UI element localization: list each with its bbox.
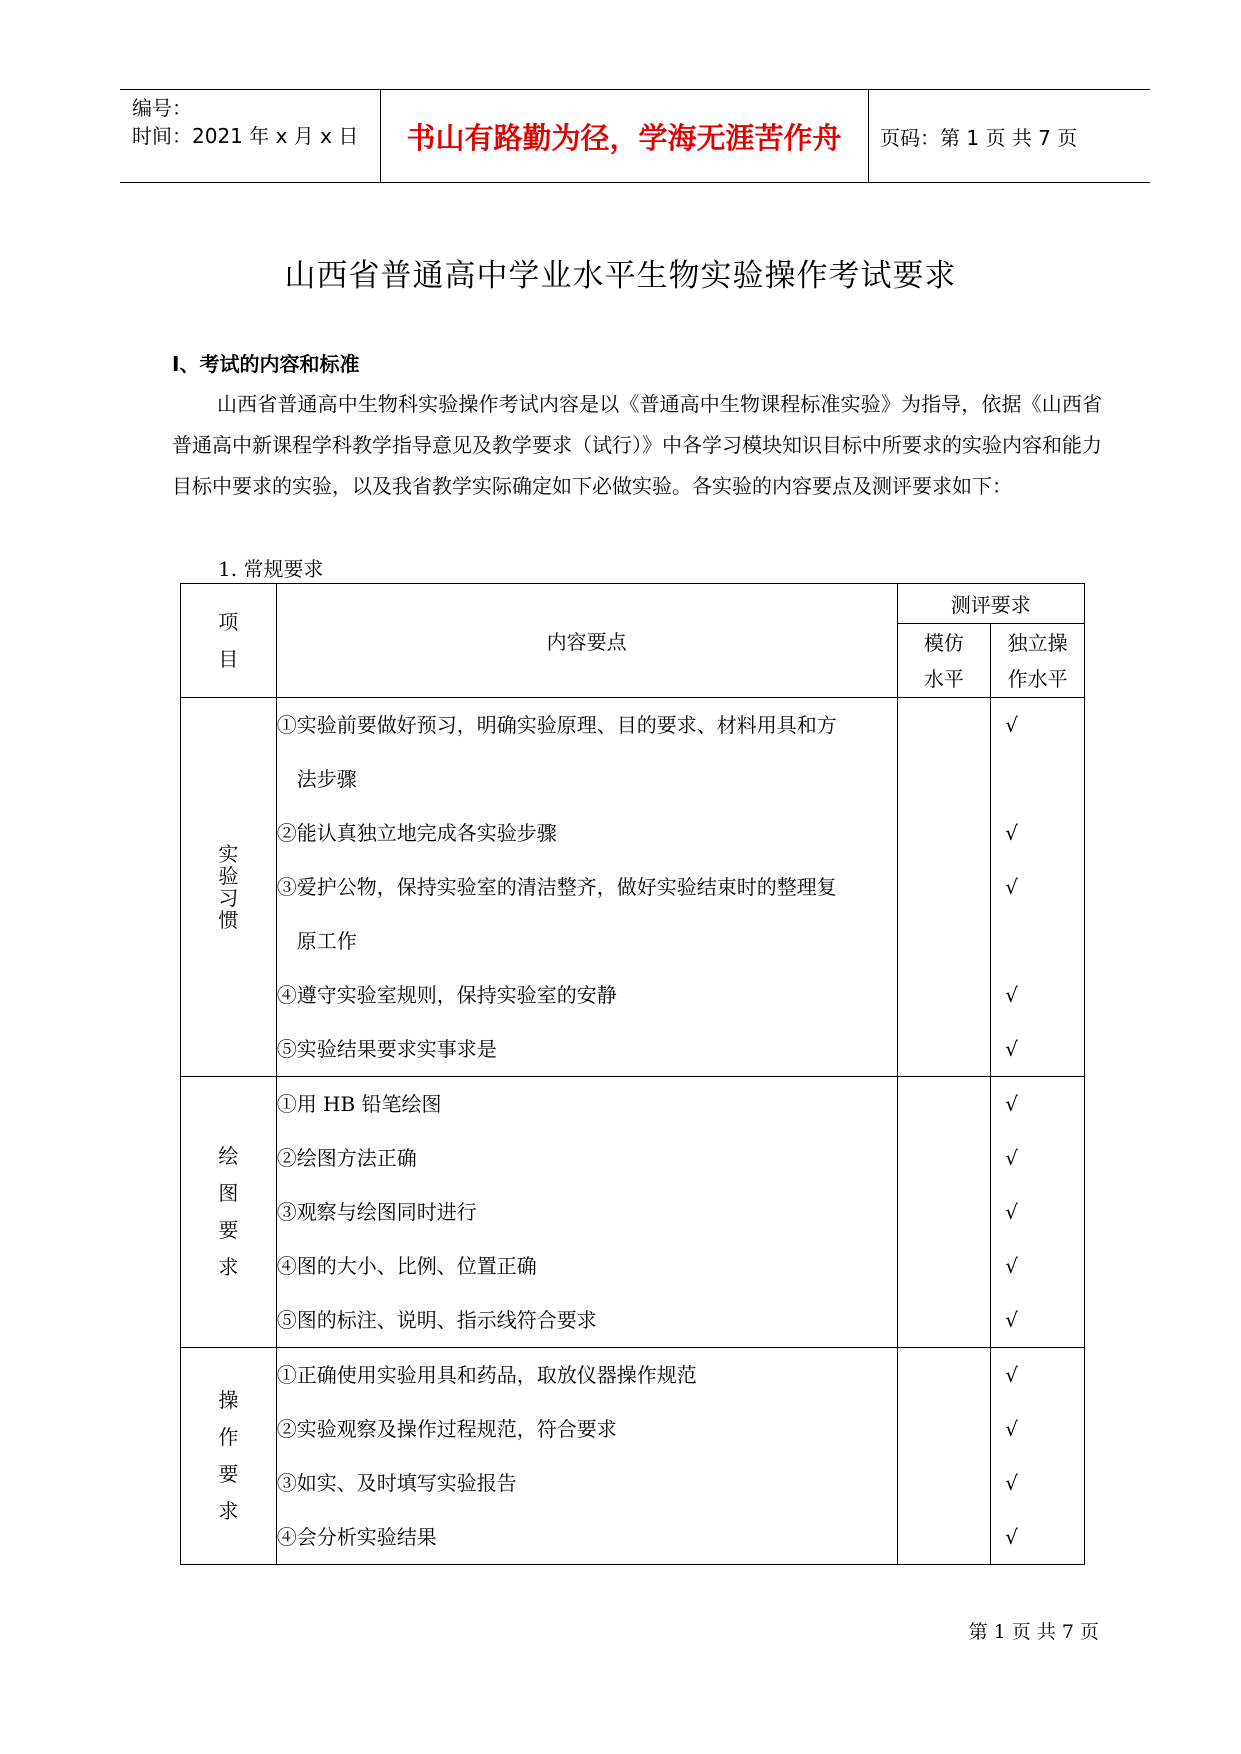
- imitation-cell: [897, 698, 991, 1077]
- header-imitation-line: 水平: [923, 666, 964, 691]
- subsection-heading: 1. 常规要求: [218, 557, 324, 581]
- group-item-cell: [181, 1348, 277, 1565]
- page-footer: 第 1 页 共 7 页: [968, 1621, 1099, 1643]
- header-content-cell: 内容要点: [276, 584, 897, 698]
- group-item-char: 实: [218, 842, 239, 866]
- document-number-label: 编号：: [132, 96, 192, 120]
- list-item: ⑤实验结果要求实事求是: [276, 1037, 497, 1061]
- header-motto: 书山有路勤为径，学海无涯苦作舟: [406, 120, 842, 155]
- group-item-char: 要: [218, 1218, 239, 1242]
- group-item-char: 图: [218, 1181, 239, 1205]
- check-mark: √: [1005, 983, 1018, 1007]
- check-mark: √: [1005, 821, 1018, 845]
- group-item-char: 操: [218, 1388, 239, 1412]
- table-row: [181, 698, 1085, 1077]
- group-item-char: 求: [218, 1255, 239, 1279]
- independent-cell: [991, 698, 1085, 1077]
- group-content-cell: [276, 1348, 897, 1565]
- header-page-number: 页码：第 1 页 共 7 页: [880, 125, 1078, 150]
- group-item-char: 惯: [218, 908, 239, 932]
- list-item: ③观察与绘图同时进行: [276, 1200, 477, 1224]
- header-divider: [868, 90, 869, 182]
- check-mark: [991, 752, 1084, 806]
- header-independent-line: 独立操: [1007, 630, 1068, 655]
- list-item: ②实验观察及操作过程规范，符合要求: [276, 1417, 617, 1441]
- list-item: ④遵守实验室规则，保持实验室的安静: [276, 983, 617, 1007]
- table-header-row: [181, 584, 1085, 624]
- imitation-cell: [897, 1348, 991, 1565]
- list-item: ①用 HB 铅笔绘图: [276, 1092, 442, 1116]
- group-content-cell: [276, 698, 897, 1077]
- check-mark: √: [1005, 1308, 1018, 1332]
- independent-cell: [991, 1077, 1085, 1348]
- group-item-char: 求: [218, 1499, 239, 1523]
- requirements-table: [180, 583, 1085, 1565]
- list-item: ③如实、及时填写实验报告: [276, 1471, 517, 1495]
- list-item: ①实验前要做好预习，明确实验原理、目的要求、材料用具和方: [276, 713, 837, 737]
- section-heading: I、考试的内容和标准: [172, 352, 360, 376]
- check-mark: √: [1005, 1037, 1018, 1061]
- group-item-char: 验: [218, 864, 239, 888]
- check-mark: √: [1005, 1417, 1018, 1441]
- check-mark: √: [1005, 1363, 1018, 1387]
- check-mark: √: [1005, 875, 1018, 899]
- list-item: ④会分析实验结果: [276, 1525, 437, 1549]
- group-item-char: 绘: [218, 1144, 239, 1168]
- header-independent-line: 作水平: [1007, 666, 1068, 691]
- section-paragraph: 山西省普通高中生物科实验操作考试内容是以《普通高中生物课程标准实验》为指导，依据《山西省普通高中新课程学科教学指导意见及教学要求（试行）》中各学习模块知识目标中所要求的实验内容和能力目标中要求的实验，以及我省教学实际确定如下必做实验。各实验的内容要点及测评要求如下：: [172, 392, 1102, 498]
- list-item: 原工作: [296, 929, 357, 953]
- independent-cell: [991, 1348, 1085, 1565]
- header-item-char: 目: [218, 646, 239, 671]
- header-eval-cell: 测评要求: [897, 584, 1085, 624]
- imitation-cell: [897, 1077, 991, 1348]
- group-item-cell: [181, 1077, 277, 1348]
- page-header: [120, 89, 1150, 183]
- list-item: 法步骤: [296, 767, 357, 791]
- document-time-label: 时间：2021 年 x 月 x 日: [132, 124, 359, 148]
- header-item-char: 项: [218, 609, 239, 634]
- check-mark: √: [1005, 1525, 1018, 1549]
- group-item-cell: [181, 698, 277, 1077]
- header-independent-cell: [991, 624, 1085, 698]
- list-item: ②绘图方法正确: [276, 1146, 417, 1170]
- check-mark: √: [1005, 1146, 1018, 1170]
- group-content-cell: [276, 1077, 897, 1348]
- table-row: [181, 1348, 1085, 1565]
- list-item: ①正确使用实验用具和药品，取放仪器操作规范: [276, 1363, 697, 1387]
- header-imitation-cell: [897, 624, 991, 698]
- check-mark: [991, 914, 1084, 968]
- table-row: [181, 1077, 1085, 1348]
- header-item-cell: [181, 584, 277, 698]
- document-title: 山西省普通高中学业水平生物实验操作考试要求: [284, 258, 957, 294]
- check-mark: √: [1005, 1092, 1018, 1116]
- group-item-char: 作: [218, 1425, 239, 1449]
- list-item: ②能认真独立地完成各实验步骤: [276, 821, 557, 845]
- header-imitation-line: 模仿: [923, 630, 964, 655]
- check-mark: √: [1005, 1200, 1018, 1224]
- list-item: ④图的大小、比例、位置正确: [276, 1254, 537, 1278]
- check-mark: √: [1005, 713, 1018, 737]
- header-meta: [132, 94, 358, 150]
- check-mark: √: [1005, 1254, 1018, 1278]
- group-item-char: 要: [218, 1462, 239, 1486]
- list-item: ③爱护公物，保持实验室的清洁整齐，做好实验结束时的整理复: [276, 875, 837, 899]
- check-mark: √: [1005, 1471, 1018, 1495]
- group-item-char: 习: [218, 886, 239, 910]
- list-item: ⑤图的标注、说明、指示线符合要求: [276, 1308, 597, 1332]
